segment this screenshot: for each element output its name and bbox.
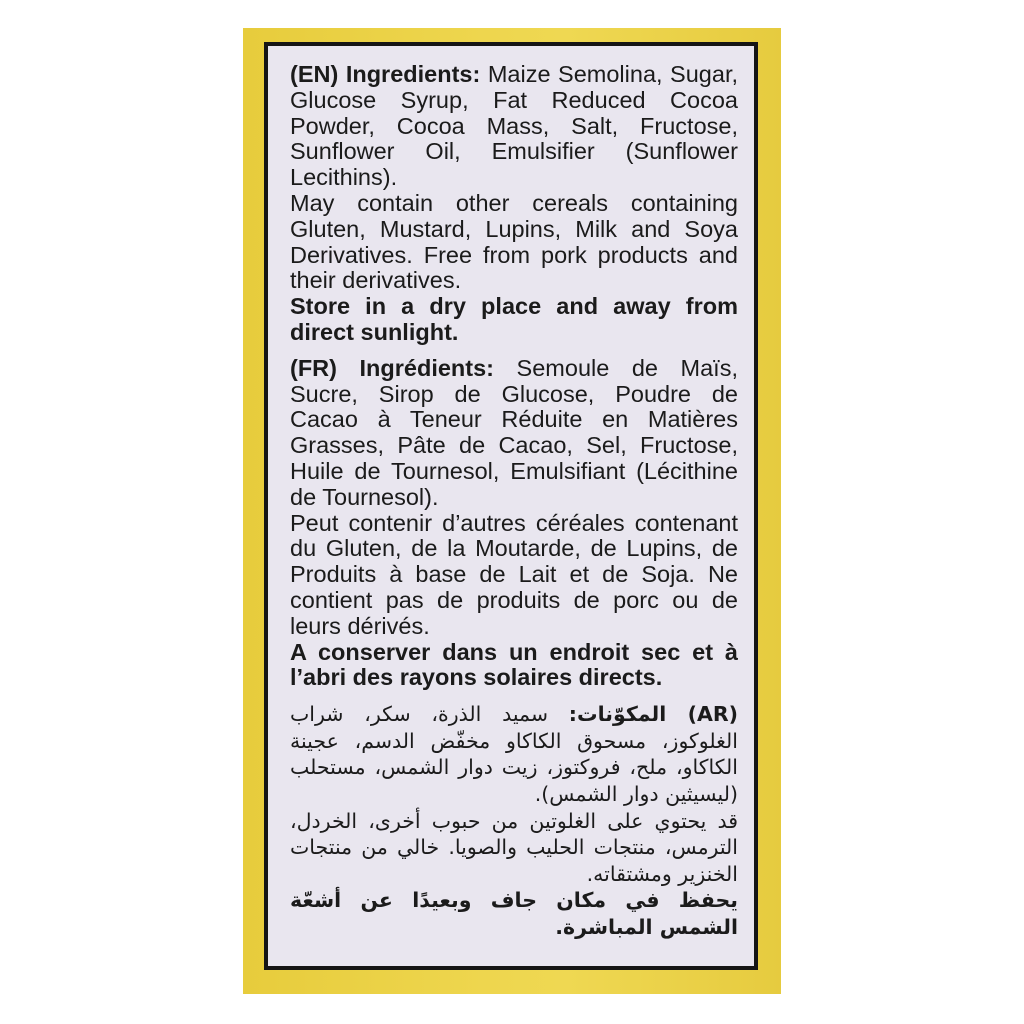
ingredients-text bbox=[290, 62, 738, 940]
english-allergens: May contain other cereals containing Gluten, Mustard, Lupins, Milk and Soya Derivatives. Free from pork products and their derivatives. bbox=[290, 189, 738, 294]
french-storage: A conserver dans un endroit sec et à l’abri des rayons solaires directs. bbox=[290, 638, 738, 691]
french-heading: (FR) Ingrédients: bbox=[290, 354, 495, 381]
french-allergens: Peut contenir d’autres céréales contenant du Gluten, de la Moutarde, de Lupins, de Produits à base de Lait et de Soja. Ne contient pas de produits de porc ou de leurs dérivés. bbox=[290, 509, 738, 639]
french-ingredients-list: Semoule de Maïs, Sucre, Sirop de Glucose, Poudre de Cacao à Teneur Réduite en Matières Grasses, Pâte de Cacao, Sel, Fructose, Huile de Tournesol, Emulsifiant (Lécithine de Tournesol). bbox=[290, 354, 738, 510]
english-ingredients-list: Maize Semolina, Sugar, Glucose Syrup, Fat Reduced Cocoa Powder, Cocoa Mass, Salt, Fructose, Sunflower Oil, Emulsifier (Sunflower Lecithins). bbox=[290, 61, 739, 191]
french-section bbox=[290, 356, 738, 691]
arabic-ingredients-list: سميد الذرة، سكر، شراب الغلوكوز، مسحوق الكاكاو مخفّض الدسم، عجينة الكاكاو، ملح، فروكتوز، زيت دوار الشمس، مستحلب (ليسيثين دوار الشمس). bbox=[290, 702, 738, 806]
english-ingredients bbox=[290, 62, 738, 191]
arabic-section bbox=[290, 701, 738, 940]
arabic-allergens: قد يحتوي على الغلوتين من حبوب أخرى، الخردل، الترمس، منتجات الحليب والصويا. خالي من منتجات الخنزير ومشتقاته. bbox=[290, 808, 738, 886]
arabic-ingredients bbox=[290, 701, 738, 807]
arabic-heading: (AR) المكوّنات: bbox=[568, 702, 738, 727]
english-heading: (EN) Ingredients: bbox=[290, 61, 481, 87]
section-gap bbox=[290, 691, 738, 701]
english-storage: Store in a dry place and away from direct sunlight. bbox=[290, 293, 738, 345]
french-ingredients bbox=[290, 356, 738, 511]
arabic-storage: يحفظ في مكان جاف وبعيدًا عن أشعّة الشمس المباشرة. bbox=[290, 888, 738, 939]
english-section bbox=[290, 62, 738, 346]
